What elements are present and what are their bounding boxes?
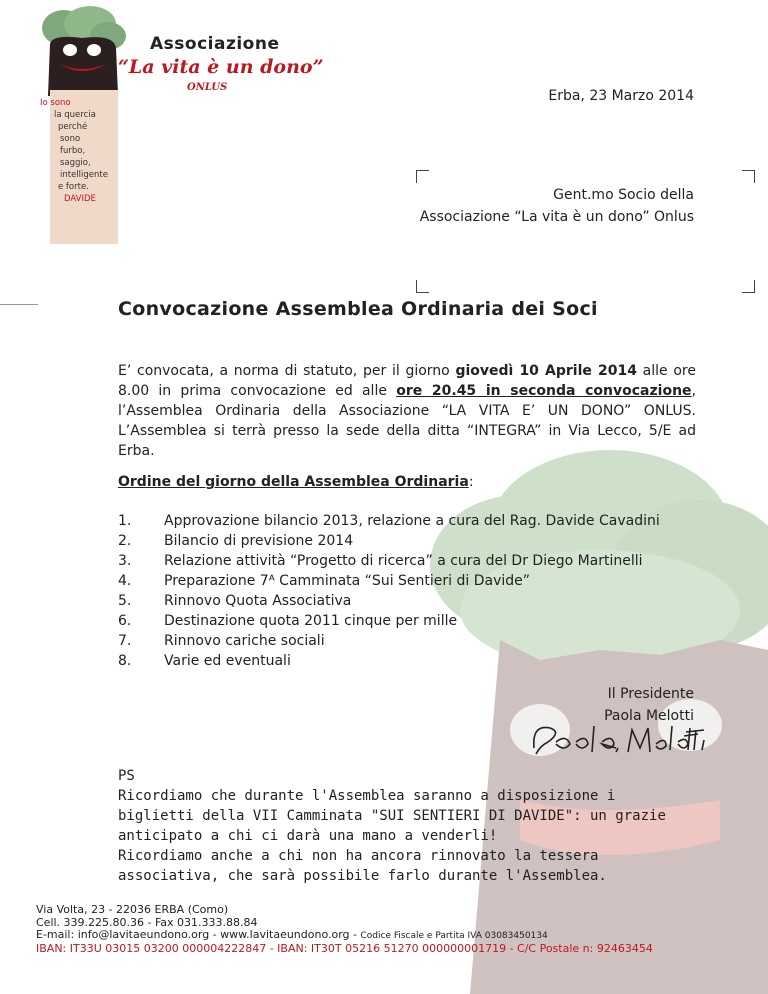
body-text: , l’Assemblea Ordinaria della Associazione “LA VITA E’ UN DONO” ONLUS. L’Assemblea si terrà presso la sede della ditta “INTEGRA” in Via Lecco, 5/E ad Erba. — [118, 383, 696, 459]
agenda-text: Preparazione 7ᴬ Camminata “Sui Sentieri di Davide” — [164, 573, 531, 589]
agenda-num: 5. — [118, 593, 132, 609]
agenda-item — [118, 511, 660, 531]
addressee — [420, 184, 694, 228]
agenda-text: Bilancio di previsione 2014 — [164, 533, 354, 549]
postscript — [118, 766, 698, 886]
agenda-text: Destinazione quota 2011 cinque per mille — [164, 613, 458, 629]
address-corner-br — [742, 280, 755, 293]
footer-tax: Codice Fiscale e Partita IVA 03083450134 — [360, 931, 548, 941]
place-date: Erba, 23 Marzo 2014 — [548, 88, 694, 104]
onlus-label: ONLUS — [187, 82, 228, 93]
agenda-num: 8. — [118, 653, 132, 669]
address-corner-tr — [742, 170, 755, 183]
agenda-num: 2. — [118, 533, 132, 549]
agenda-heading — [118, 474, 474, 490]
quote-signature: DAVIDE — [64, 194, 96, 204]
convocation-paragraph — [118, 361, 696, 461]
quote-line: perché — [58, 122, 88, 132]
president-role: Il Presidente — [607, 686, 694, 702]
footer-email-web: E-mail: info@lavitaeundono.org - www.lavitaeundono.org - — [36, 928, 361, 941]
agenda-num: 1. — [118, 513, 132, 529]
meeting-date: giovedì 10 Aprile 2014 — [455, 363, 637, 379]
address-corner-bl — [416, 280, 429, 293]
association-motto: “La vita è un dono” — [118, 56, 324, 78]
quote-line: saggio, — [60, 158, 91, 168]
association-label: Associazione — [150, 34, 280, 54]
president-name: Paola Melotti — [604, 708, 694, 724]
footer — [36, 904, 653, 955]
agenda-item — [118, 611, 660, 631]
agenda-item — [118, 651, 660, 671]
agenda-num: 6. — [118, 613, 132, 629]
ps-label: PS — [118, 768, 135, 784]
agenda-item — [118, 631, 660, 651]
agenda-item — [118, 531, 660, 551]
agenda-title: Ordine del giorno della Assemblea Ordinaria — [118, 474, 469, 490]
ps-paragraph: Ricordiamo che durante l'Assemblea saranno a disposizione i biglietti della VII Camminata "SUI SENTIERI DI DAVIDE": un grazie anticipato a chi ci darà una mano a venderli! — [118, 788, 666, 844]
body-text: E’ convocata, a norma di statuto, per il giorno — [118, 363, 456, 379]
quote-line: e forte. — [58, 182, 89, 192]
agenda-item — [118, 571, 660, 591]
quote-line: la quercia — [54, 110, 96, 120]
fold-mark — [0, 304, 38, 305]
agenda-title-suffix: : — [468, 474, 474, 490]
agenda-text: Rinnovo cariche sociali — [164, 633, 325, 649]
agenda-text: Rinnovo Quota Associativa — [164, 593, 352, 609]
addressee-line: Gent.mo Socio della — [553, 187, 694, 203]
address-corner-tl — [416, 170, 429, 183]
footer-iban: IBAN: IT33U 03015 03200 000004222847 - IBAN: IT30T 05216 51270 000000001719 - C/C Postale n: 92463454 — [36, 941, 653, 955]
agenda-item — [118, 591, 660, 611]
quote-line: sono — [60, 134, 81, 144]
agenda-text: Relazione attività “Progetto di ricerca” a cura del Dr Diego Martinelli — [164, 553, 643, 569]
second-call-time: ore 20.45 in seconda convocazione — [396, 383, 692, 399]
agenda-num: 7. — [118, 633, 132, 649]
addressee-line: Associazione “La vita è un dono” Onlus — [419, 209, 694, 225]
agenda-text: Varie ed eventuali — [164, 653, 291, 669]
body-text: alle ore 8.00 in prima convocazione ed alle — [118, 363, 696, 399]
quote-line: Io sono — [40, 98, 71, 108]
side-quote — [40, 97, 108, 205]
handwritten-signature — [528, 718, 708, 762]
footer-phone: Cell. 339.225.80.36 - Fax 031.333.88.84 — [36, 915, 258, 929]
document-title: Convocazione Assemblea Ordinaria dei Soci — [118, 298, 598, 320]
agenda-list — [118, 511, 660, 671]
ps-paragraph: Ricordiamo anche a chi non ha ancora rinnovato la tessera associativa, che sarà possibile farlo durante l'Assemblea. — [118, 848, 607, 884]
quote-line: furbo, — [60, 146, 86, 156]
agenda-num: 3. — [118, 553, 132, 569]
quote-line: intelligente — [60, 170, 108, 180]
agenda-item — [118, 551, 660, 571]
agenda-num: 4. — [118, 573, 132, 589]
agenda-text: Approvazione bilancio 2013, relazione a cura del Rag. Davide Cavadini — [164, 513, 660, 529]
footer-address: Via Volta, 23 - 22036 ERBA (Como) — [36, 903, 229, 916]
